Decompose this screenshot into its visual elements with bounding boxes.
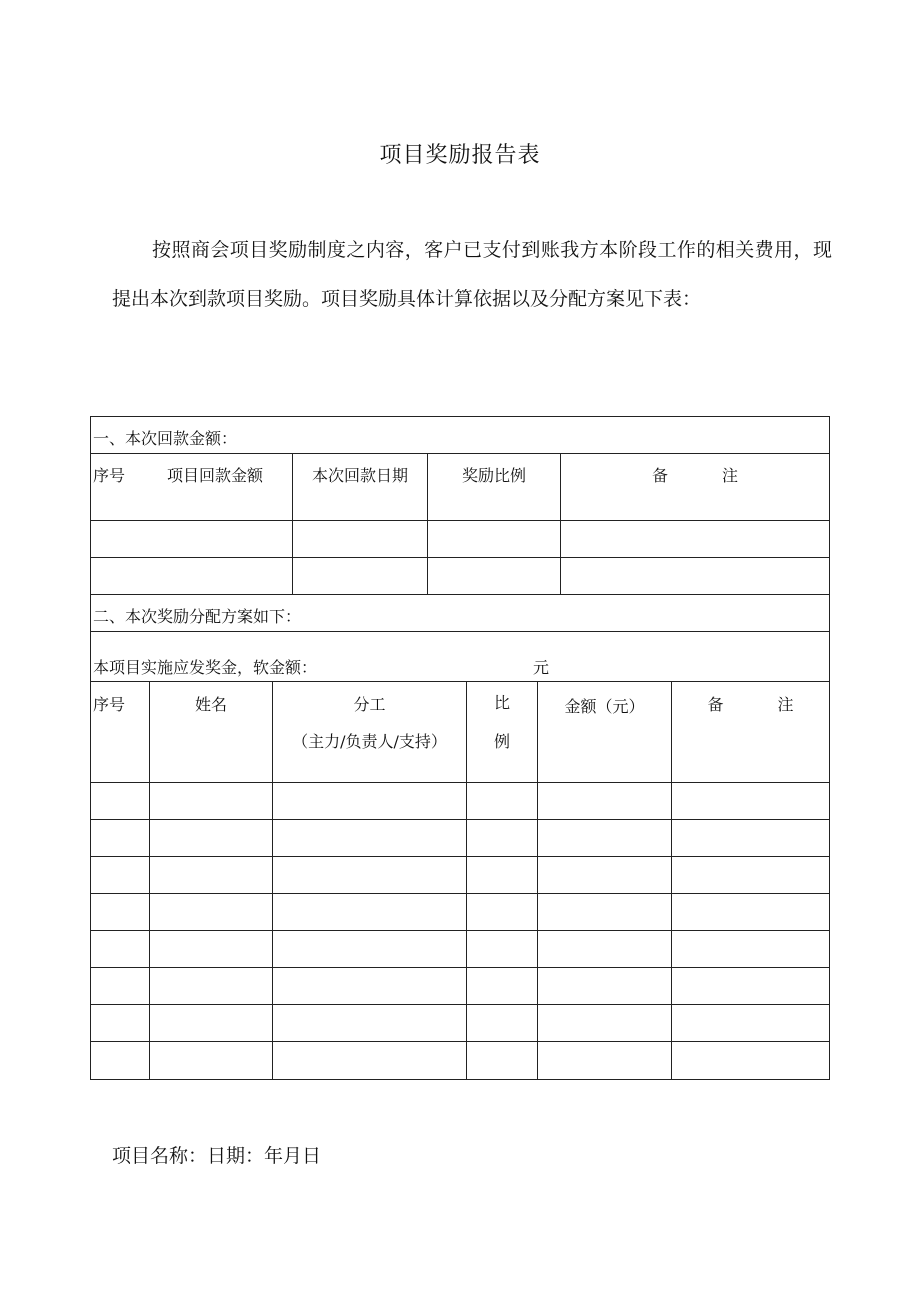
header-seq: 序号 (93, 466, 126, 485)
section1-ratio-cell[interactable] (428, 521, 561, 557)
header-payment-amount: 项目回款金额 (167, 466, 264, 485)
section2-row (91, 931, 829, 968)
section1-row (91, 558, 829, 595)
header-remark-char2: 注 (777, 695, 794, 714)
section2-row (91, 857, 829, 894)
header-role: 分工 (353, 695, 386, 714)
header-reward-ratio-cell (428, 454, 561, 520)
header-ratio-char2: 例 (493, 732, 510, 751)
row-ratio-cell[interactable] (467, 1005, 538, 1041)
row-ratio-cell[interactable] (467, 894, 538, 930)
header-seq-cell (91, 682, 150, 782)
header-remark-cell (561, 454, 829, 520)
bonus-total-label: 本项目实施应发奖金，软金额： (93, 658, 318, 677)
row-seq-cell[interactable] (91, 894, 150, 930)
header-role-cell (273, 682, 467, 782)
bonus-total-line (91, 632, 829, 682)
row-amount-cell[interactable] (538, 894, 672, 930)
row-name-cell[interactable] (150, 857, 273, 893)
row-remark-cell[interactable] (672, 820, 829, 856)
document-title: 项目奖励报告表 (379, 143, 541, 168)
row-amount-cell[interactable] (538, 1005, 672, 1041)
section2-row (91, 894, 829, 931)
row-ratio-cell[interactable] (467, 820, 538, 856)
section1-heading-text: 一、本次回款金额： (93, 429, 238, 448)
row-amount-cell[interactable] (538, 1042, 672, 1079)
row-amount-cell[interactable] (538, 783, 672, 819)
header-remark-char2: 注 (722, 466, 739, 485)
row-seq-cell[interactable] (91, 857, 150, 893)
row-seq-cell[interactable] (91, 1005, 150, 1041)
section2-row (91, 1005, 829, 1042)
header-amount-cell (538, 682, 672, 782)
row-remark-cell[interactable] (672, 931, 829, 967)
row-role-cell[interactable] (273, 1005, 467, 1041)
header-payment-date: 本次回款日期 (311, 466, 408, 485)
row-remark-cell[interactable] (672, 783, 829, 819)
header-remark-char1: 备 (707, 695, 724, 714)
section1-remark-cell[interactable] (561, 521, 829, 557)
section2-row (91, 968, 829, 1005)
row-seq-cell[interactable] (91, 783, 150, 819)
header-name: 姓名 (194, 695, 227, 714)
row-ratio-cell[interactable] (467, 1042, 538, 1079)
header-seq: 序号 (93, 695, 126, 714)
header-ratio-cell (467, 682, 538, 782)
row-seq-cell[interactable] (91, 820, 150, 856)
header-role-options: （主力/负责人/支持） (292, 732, 447, 751)
row-remark-cell[interactable] (672, 968, 829, 1004)
row-ratio-cell[interactable] (467, 968, 538, 1004)
section1-date-cell[interactable] (293, 558, 428, 594)
section2-heading-text: 二、本次奖励分配方案如下： (93, 607, 302, 626)
header-payment-date-cell (293, 454, 428, 520)
row-remark-cell[interactable] (672, 1042, 829, 1079)
row-name-cell[interactable] (150, 783, 273, 819)
reward-form-table (90, 416, 830, 1080)
row-amount-cell[interactable] (538, 931, 672, 967)
section2-row (91, 1042, 829, 1079)
header-seq-amount-cell (91, 454, 293, 520)
section1-amount-cell[interactable] (91, 558, 293, 594)
row-role-cell[interactable] (273, 931, 467, 967)
header-amount: 金额（元） (564, 697, 645, 716)
section1-date-cell[interactable] (293, 521, 428, 557)
row-name-cell[interactable] (150, 894, 273, 930)
row-seq-cell[interactable] (91, 968, 150, 1004)
section2-header-row (91, 682, 829, 783)
section2-row (91, 783, 829, 820)
row-seq-cell[interactable] (91, 1042, 150, 1079)
row-remark-cell[interactable] (672, 894, 829, 930)
bonus-total-unit: 元 (533, 658, 550, 677)
section1-heading (91, 417, 829, 454)
row-role-cell[interactable] (273, 857, 467, 893)
section1-remark-cell[interactable] (561, 558, 829, 594)
section1-amount-cell[interactable] (91, 521, 293, 557)
row-role-cell[interactable] (273, 820, 467, 856)
header-reward-ratio: 奖励比例 (461, 466, 526, 485)
header-remark-char1: 备 (651, 466, 668, 485)
section2-row (91, 820, 829, 857)
header-remark-cell (672, 682, 829, 782)
row-name-cell[interactable] (150, 968, 273, 1004)
row-amount-cell[interactable] (538, 968, 672, 1004)
row-seq-cell[interactable] (91, 931, 150, 967)
section1-ratio-cell[interactable] (428, 558, 561, 594)
row-ratio-cell[interactable] (467, 857, 538, 893)
row-ratio-cell[interactable] (467, 783, 538, 819)
header-ratio-char1: 比 (493, 693, 510, 712)
row-name-cell[interactable] (150, 931, 273, 967)
row-name-cell[interactable] (150, 1005, 273, 1041)
section2-heading (91, 595, 829, 632)
section1-header-row (91, 454, 829, 521)
row-name-cell[interactable] (150, 1042, 273, 1079)
footer-project-date-line: 项目名称：日期：年月日 (112, 1145, 322, 1167)
row-role-cell[interactable] (273, 894, 467, 930)
row-remark-cell[interactable] (672, 1005, 829, 1041)
row-name-cell[interactable] (150, 820, 273, 856)
row-role-cell[interactable] (273, 968, 467, 1004)
row-role-cell[interactable] (273, 1042, 467, 1079)
row-ratio-cell[interactable] (467, 931, 538, 967)
header-name-cell (150, 682, 273, 782)
row-amount-cell[interactable] (538, 820, 672, 856)
row-amount-cell[interactable] (538, 857, 672, 893)
intro-paragraph: 按照商会项目奖励制度之内容，客户已支付到账我方本阶段工作的相关费用，现提出本次到款项目奖励。项目奖励具体计算依据以及分配方案见下表： (112, 239, 832, 310)
row-role-cell[interactable] (273, 783, 467, 819)
section1-row (91, 521, 829, 558)
row-remark-cell[interactable] (672, 857, 829, 893)
